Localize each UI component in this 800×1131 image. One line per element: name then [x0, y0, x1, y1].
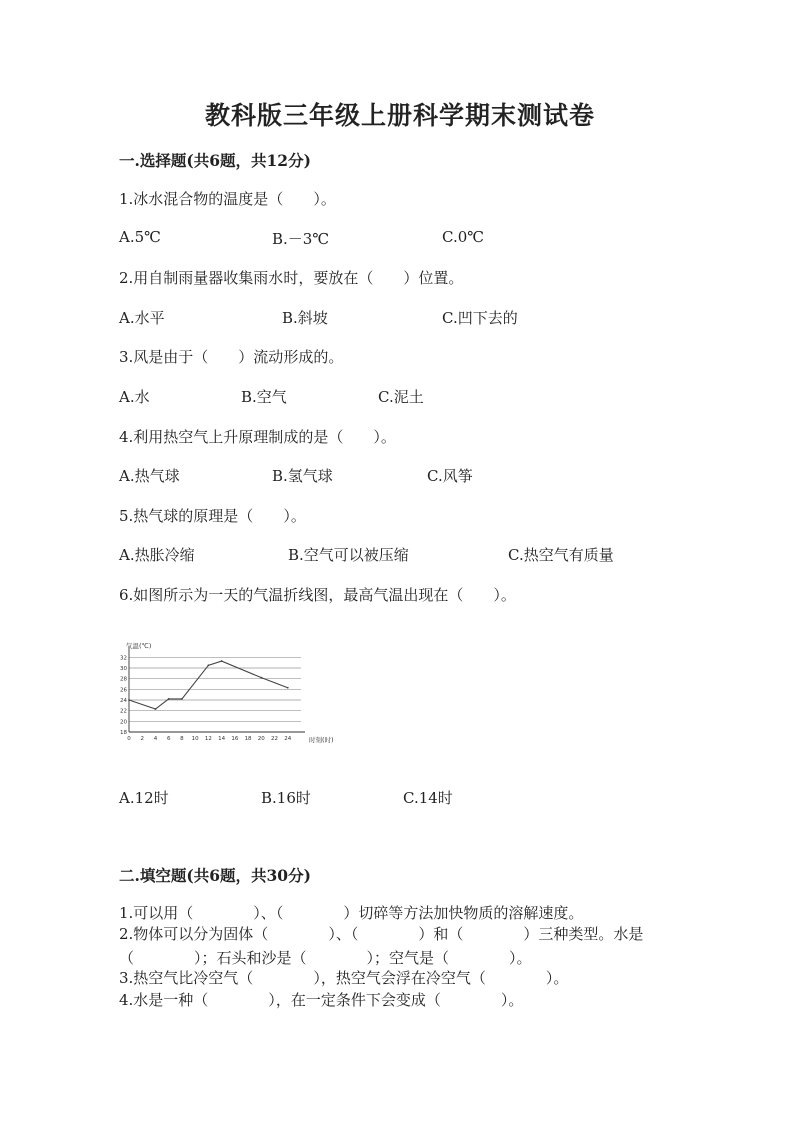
y-tick-label: 20 [120, 719, 127, 726]
option-a: A.5℃ [119, 228, 161, 246]
x-tick-label: 20 [257, 736, 265, 742]
option-c: C.风筝 [427, 467, 473, 485]
y-tick-label: 18 [120, 730, 127, 736]
x-tick-label: 10 [191, 736, 199, 742]
x-tick-label: 14 [218, 736, 226, 742]
option-b: B.16时 [261, 789, 311, 807]
question-stem: 4.利用热空气上升原理制成的是（ ）。 [119, 428, 396, 446]
x-tick-label: 16 [231, 736, 239, 742]
section-heading-fill: 二.填空题(共6题，共30分) [119, 866, 311, 885]
option-b: B.氢气球 [272, 467, 333, 485]
option-b: B.－3℃ [272, 230, 330, 248]
question-stem: 6.如图所示为一天的气温折线图，最高气温出现在（ ）。 [119, 586, 516, 604]
x-tick-label: 2 [140, 736, 144, 742]
x-tick-label: 22 [271, 736, 279, 742]
x-tick-label: 12 [204, 736, 212, 742]
option-c: C.凹下去的 [442, 309, 518, 327]
question-stem: 2.用自制雨量器收集雨水时，要放在（ ）位置。 [119, 269, 464, 287]
option-c: C.泥土 [378, 388, 424, 406]
x-tick-label: 8 [180, 736, 184, 742]
x-tick-label: 24 [284, 736, 292, 742]
x-tick-label: 0 [127, 736, 131, 742]
y-tick-label: 26 [120, 687, 127, 694]
data-point [287, 687, 289, 689]
data-point [207, 664, 209, 666]
fill-question: 2.物体可以分为固体（ ）、（ ）和（ ）三种类型。水是（ ）；石头和沙是（ ）；空气是（ ）。 [119, 925, 644, 967]
chart-series [128, 660, 289, 710]
y-tick-label: 22 [120, 708, 127, 715]
option-a: A.12时 [119, 789, 169, 807]
x-tick-label: 18 [244, 736, 252, 742]
data-point [128, 699, 130, 701]
page-title: 教科版三年级上册科学期末测试卷 [204, 101, 595, 130]
y-tick-label: 32 [120, 655, 127, 662]
data-point [260, 677, 262, 679]
y-axis-label: 气温(℃) [126, 642, 152, 650]
option-a: A.水平 [119, 309, 165, 327]
data-point [181, 698, 183, 700]
temperature-line-chart [113, 636, 343, 748]
question-stem: 1.冰水混合物的温度是（ ）。 [119, 190, 336, 208]
option-b: B.空气 [241, 388, 287, 406]
question-stem: 3.风是由于（ ）流动形成的。 [119, 348, 344, 366]
option-a: A.水 [119, 388, 150, 406]
fill-question: 4.水是一种（ ），在一定条件下会变成（ ）。 [119, 991, 524, 1009]
option-c: C.14时 [403, 789, 453, 807]
y-tick-label: 28 [120, 676, 127, 683]
x-tick-label: 6 [166, 736, 171, 742]
fill-question: 1.可以用（ ）、（ ）切碎等方法加快物质的溶解速度。 [119, 904, 584, 922]
data-point [155, 708, 157, 710]
option-a: A.热气球 [119, 467, 180, 485]
x-tick-label: 4 [153, 736, 158, 742]
option-b: B.斜坡 [282, 309, 328, 327]
option-a: A.热胀冷缩 [119, 546, 195, 564]
y-tick-label: 24 [120, 698, 127, 704]
data-point [168, 698, 170, 700]
option-c: C.热空气有质量 [508, 546, 614, 564]
option-b: B.空气可以被压缩 [288, 546, 409, 564]
chart-grid [129, 657, 301, 732]
y-tick-label: 30 [120, 666, 127, 672]
question-stem: 5.热气球的原理是（ ）。 [119, 507, 306, 525]
fill-question: 3.热空气比冷空气（ ），热空气会浮在冷空气（ ）。 [119, 969, 569, 987]
section-heading-choice: 一.选择题(共6题，共12分) [119, 151, 311, 170]
x-axis-label: 时刻(时) [309, 736, 334, 744]
data-point [221, 660, 223, 662]
option-c: C.0℃ [442, 228, 485, 246]
